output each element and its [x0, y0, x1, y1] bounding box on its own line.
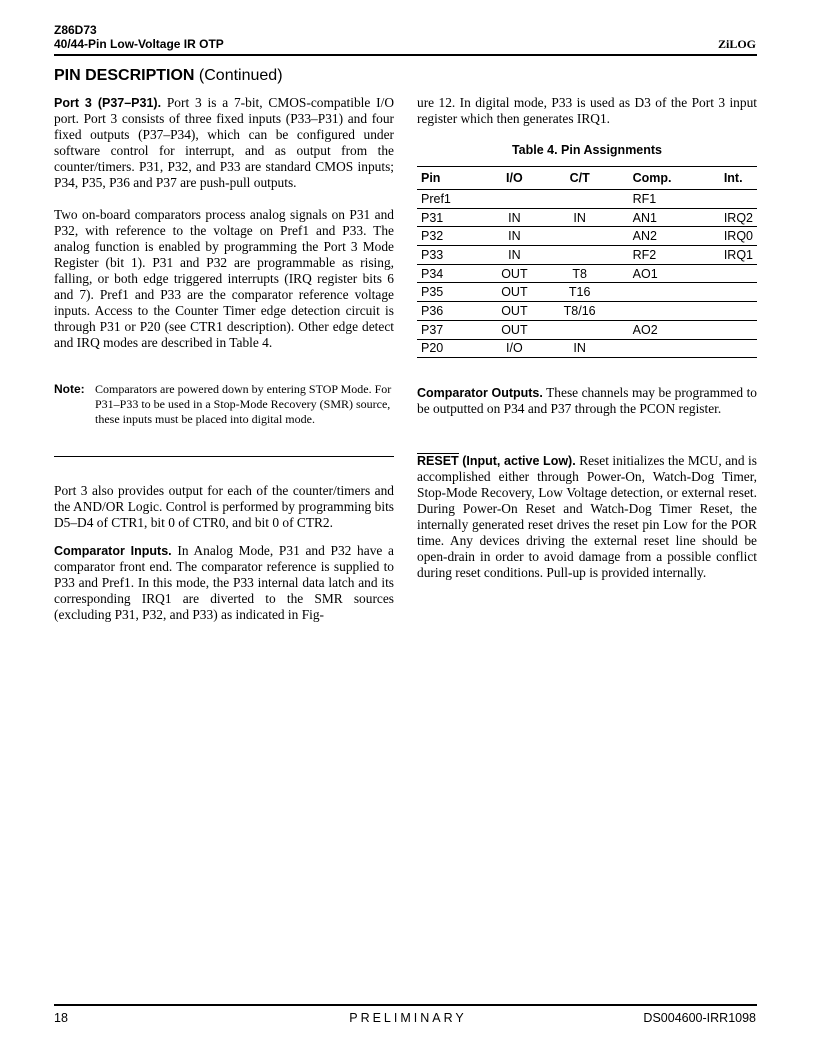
table-title: Table 4. Pin Assignments [511, 143, 663, 157]
table-row [417, 227, 757, 246]
table-cell: AO2 [611, 320, 708, 339]
footer-doc-number: DS004600-IRR1098 [643, 1011, 756, 1025]
table-cell: I/O [480, 339, 549, 358]
table-cell [611, 302, 708, 321]
comparator-inputs-paragraph [54, 543, 394, 623]
table-header-cell: Int. [708, 167, 757, 190]
note-block [54, 382, 394, 426]
table-cell: IN [480, 227, 549, 246]
comparators-paragraph: Two on-board comparators process analog signals on P31 and P32, with reference to the voltage on Pref1 and P33. The analog function is enabled by programming the Port 3 Mode Register (bit 1). P31 and P32 are programmable as rising, falling, or both edge triggered interrupts (IRQ register bits 6 and 7). Pref1 and P33 are the comparator reference voltage inputs. Access to the Counter Timer edge detection circuit is through P31 or P20 (see CTR1 description). Other edge detect and IRQ modes are described in Table 4. [54, 207, 394, 350]
table-cell: IN [549, 339, 611, 358]
table-row [417, 246, 757, 265]
table-cell [549, 190, 611, 209]
table-cell: T8 [549, 264, 611, 283]
footer-status: PRELIMINARY [349, 1011, 467, 1025]
table-row [417, 264, 757, 283]
port3-lead: Port 3 (P37–P31). [54, 96, 162, 110]
table-cell: AO1 [611, 264, 708, 283]
table-cell: RF2 [611, 246, 708, 265]
reset-text: Reset initializes the MCU, and is accomplished either through Power-On, Watch-Dog Timer, Stop-Mode Recovery, Low Voltage detection, or external reset. During Power-On Reset and Watch-Dog Timer Reset, the internally generated reset drives the reset pin Low for the POR time. Any devices driving the external reset line should be open-drain in order to avoid damage from a possible conflict during reset conditions. Pull-up is provided internally. [417, 453, 757, 580]
table-cell: OUT [480, 283, 549, 302]
table-cell: T8/16 [549, 302, 611, 321]
table-cell [708, 339, 757, 358]
table-cell [611, 339, 708, 358]
reset-lead-signal: RESET [417, 454, 459, 468]
table-cell: P35 [417, 283, 480, 302]
table-cell [549, 227, 611, 246]
note-text: Comparators are powered down by entering STOP Mode. For P31–P33 to be used in a Stop-Mode Recovery (SMR) source, these inputs must be placed into digital mode. [95, 382, 392, 426]
table-cell [708, 264, 757, 283]
table-header-cell: I/O [480, 167, 549, 190]
header-brand: ZiLOG [717, 37, 756, 51]
table-cell: OUT [480, 302, 549, 321]
comparator-outputs-lead: Comparator Outputs. [417, 386, 543, 400]
table-cell: P32 [417, 227, 480, 246]
table-cell: IRQ1 [708, 246, 757, 265]
port3-paragraph [54, 95, 394, 191]
table-header-row [417, 167, 757, 190]
table-row [417, 320, 757, 339]
table-cell: P34 [417, 264, 480, 283]
table-header-cell: Comp. [611, 167, 708, 190]
note-rule [54, 456, 394, 457]
table-cell: RF1 [611, 190, 708, 209]
table-cell: AN1 [611, 208, 708, 227]
table-cell [549, 246, 611, 265]
section-title [54, 66, 283, 86]
table-cell [708, 320, 757, 339]
header-rule [54, 54, 757, 56]
table-cell: P20 [417, 339, 480, 358]
table-cell: P36 [417, 302, 480, 321]
table-row [417, 208, 757, 227]
table-cell: Pref1 [417, 190, 480, 209]
table-cell: IN [480, 208, 549, 227]
note-label: Note: [54, 382, 85, 396]
port3-text: Port 3 is a 7-bit, CMOS-compatible I/O port. Port 3 consists of three fixed inputs (P33–P31) and four fixed outputs (P37–P34), which can be configured under software control for interrupt, and as output from the counter/timers. P31, P32, and P33 are standard CMOS inputs; P34, P35, P36 and P37 are push-pull outputs. [54, 95, 394, 190]
header-description: 40/44-Pin Low-Voltage IR OTP [54, 37, 224, 51]
footer-page-number: 18 [54, 1011, 68, 1025]
table-cell: IRQ2 [708, 208, 757, 227]
table-header-cell: C/T [549, 167, 611, 190]
table-cell: T16 [549, 283, 611, 302]
table-cell [549, 320, 611, 339]
table-cell: OUT [480, 264, 549, 283]
table-cell: P37 [417, 320, 480, 339]
table-cell: IRQ0 [708, 227, 757, 246]
table-cell [611, 283, 708, 302]
comparator-inputs-lead: Comparator Inputs. [54, 544, 172, 558]
table-row [417, 302, 757, 321]
pin-assignments-table [417, 166, 757, 358]
header-part-number: Z86D73 [54, 23, 97, 37]
table-cell: P33 [417, 246, 480, 265]
table-row [417, 190, 757, 209]
table-cell [708, 302, 757, 321]
section-title-suffix: (Continued) [198, 67, 283, 84]
comparator-outputs-paragraph [417, 385, 757, 417]
comparator-inputs-text: In Analog Mode, P31 and P32 have a comparator front end. The comparator reference is supplied to P33 and Pref1. In this mode, the P33 internal data latch and its corresponding IRQ1 are diverted to the SMR sources (excluding P31, P32, and P33) as indicated in Fig- [54, 543, 394, 622]
section-title-main: PIN DESCRIPTION [54, 67, 195, 84]
comparator-outputs-text: These channels may be programmed to be outputted on P34 and P37 through the PCON register. [417, 385, 757, 416]
table-cell: AN2 [611, 227, 708, 246]
continued-paragraph: ure 12. In digital mode, P33 is used as D3 of the Port 3 input register which then generates IRQ1. [417, 95, 757, 126]
table-cell: IN [480, 246, 549, 265]
table-body [417, 190, 757, 358]
table-cell: P31 [417, 208, 480, 227]
table-header-cell: Pin [417, 167, 480, 190]
reset-lead-rest: (Input, active Low). [462, 454, 576, 468]
table-cell [480, 190, 549, 209]
reset-paragraph [417, 453, 757, 581]
footer-rule [54, 1004, 757, 1006]
table-cell: IN [549, 208, 611, 227]
table-cell [708, 283, 757, 302]
port3-output-paragraph: Port 3 also provides output for each of the counter/timers and the AND/OR Logic. Control is performed by programming bits D5–D4 of CTR1, bit 0 of CTR0, and bit 0 of CTR2. [54, 483, 394, 530]
table-row [417, 339, 757, 358]
table-cell: OUT [480, 320, 549, 339]
table-cell [708, 190, 757, 209]
table-row [417, 283, 757, 302]
